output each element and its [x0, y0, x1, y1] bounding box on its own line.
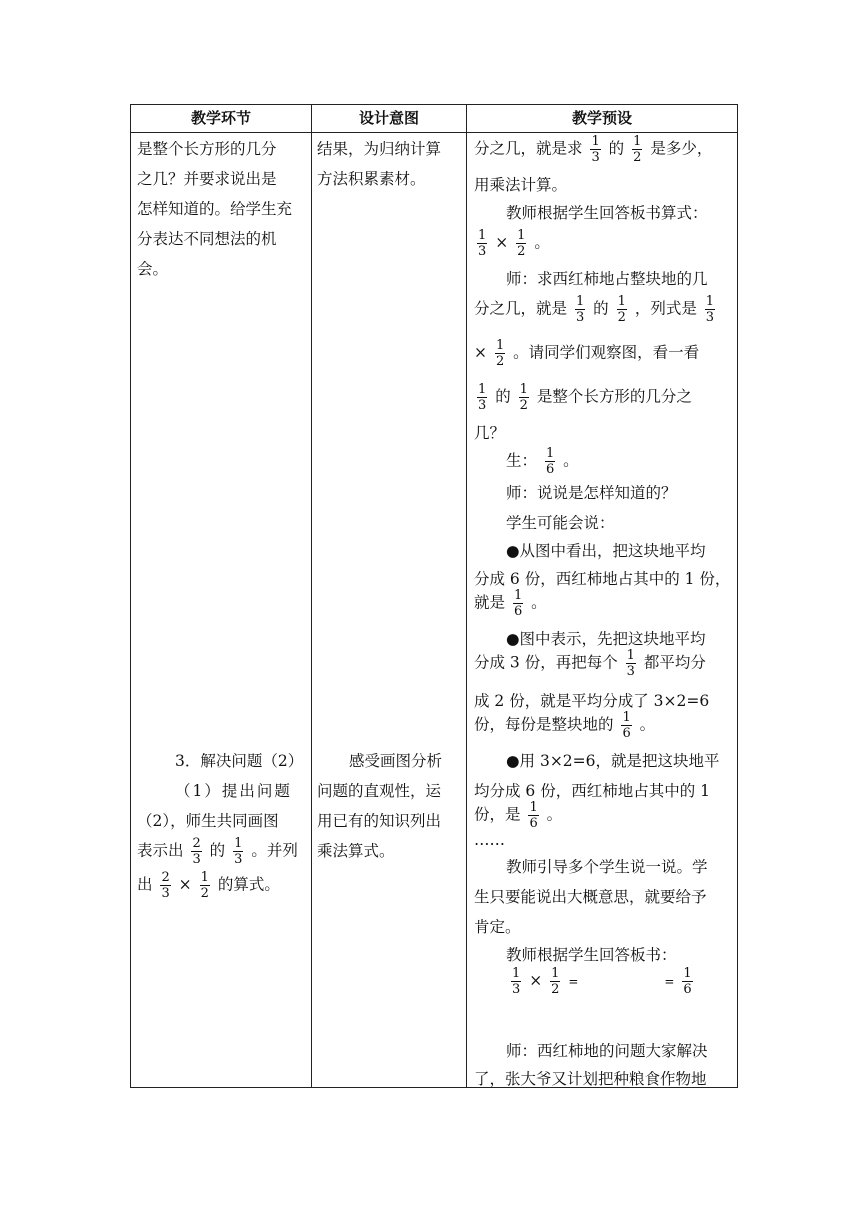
- fraction-one-third: $\frac{1}{3}$: [575, 294, 585, 325]
- fraction-one-third: $\frac{1}{3}$: [591, 134, 600, 165]
- plan-text-line: 教师根据学生回答板书：: [506, 946, 677, 964]
- header-teaching-plan: 教学预设: [571, 109, 632, 127]
- intent-text-line: 用已有的知识列出: [317, 812, 442, 830]
- stage-text-line: （2），师生共同画图: [137, 812, 279, 830]
- stage-text-line: 是整个长方形的几分: [137, 140, 277, 158]
- stage-text-line: 之几？并要求说出是: [137, 170, 277, 188]
- plan-text-line: 教师根据学生回答板书算式：: [506, 204, 708, 222]
- plan-text-line: 就是 $\frac{1}{6}$ 。: [474, 588, 547, 619]
- fraction-one-sixth: $\frac{1}{6}$: [545, 446, 555, 477]
- plan-text-line: 了，张大爷又计划把种粮食作物地: [474, 1070, 707, 1088]
- table-header-row: [131, 105, 737, 133]
- fraction-one-half: $\frac{1}{2}$: [633, 134, 642, 165]
- column-divider-2: [466, 105, 467, 1087]
- plan-text-line: 肯定。: [474, 918, 521, 936]
- plan-text-line: ●从图中看出，把这块地平均: [506, 542, 706, 560]
- plan-text-line: 几？: [474, 424, 506, 442]
- plan-text-line: 用乘法计算。: [474, 176, 568, 194]
- plan-text-line: ●用 3×2=6，就是把这块地平: [506, 752, 720, 770]
- stage-text-line: 会。: [137, 260, 169, 278]
- plan-text-line: 分之几，就是 $\frac{1}{3}$ 的 $\frac{1}{2}$ ，列式是 $\frac{1}{3}$: [474, 294, 715, 325]
- intent-text-line: 乘法算式。: [317, 842, 395, 860]
- plan-text-line: 师：说说是怎样知道的？: [506, 484, 677, 502]
- fraction-one-half: $\frac{1}{2}$: [517, 228, 526, 259]
- plan-text-line: 师：求西红柿地占整块地的几: [506, 270, 708, 288]
- fraction-one-third: $\frac{1}{3}$: [512, 966, 521, 997]
- fraction-one-half: $\frac{1}{2}$: [617, 294, 626, 325]
- plan-text-line: 教师引导多个学生说一说。学: [506, 858, 708, 876]
- intent-text-line: 方法积累素材。: [317, 170, 426, 188]
- column-divider-1: [311, 105, 312, 1087]
- intent-text-line: 问题的直观性，运: [317, 782, 442, 800]
- stage-text-line: 表示出 $\frac{2}{3}$ 的 $\frac{1}{3}$ 。并列: [137, 836, 298, 867]
- plan-text-line: 师：西红柿地的问题大家解决: [506, 1042, 708, 1060]
- fraction-one-third: $\frac{1}{3}$: [234, 836, 243, 867]
- fraction-two-thirds: $\frac{2}{3}$: [161, 870, 170, 901]
- section-title: 3．解决问题（2）: [175, 752, 304, 770]
- fraction-one-sixth: $\frac{1}{6}$: [622, 710, 631, 741]
- fraction-one-sixth: $\frac{1}{6}$: [683, 966, 692, 997]
- plan-text-line: 份，每份是整块地的 $\frac{1}{6}$ 。: [474, 710, 656, 741]
- lesson-table: [130, 104, 738, 1088]
- plan-formula: $\frac{1}{3}$ × $\frac{1}{2}$ = = $\frac{1}{6}$: [512, 966, 692, 997]
- plan-text-line: 分成 6 份，西红柿地占其中的 1 份，: [474, 570, 731, 588]
- fraction-one-half: $\frac{1}{2}$: [551, 966, 560, 997]
- stage-text-line: 分表达不同想法的机: [137, 230, 277, 248]
- plan-text-line: 成 2 份，就是平均分成了 3×2=6: [474, 692, 710, 710]
- plan-text-line: × $\frac{1}{2}$ 。请同学们观察图，看一看: [474, 338, 700, 369]
- plan-text-line: 生： $\frac{1}{6}$ 。: [506, 446, 579, 477]
- fraction-one-third: $\frac{1}{3}$: [478, 382, 487, 413]
- stage-text-line: 怎样知道的。给学生充: [137, 200, 293, 218]
- fraction-one-half: $\frac{1}{2}$: [200, 870, 209, 901]
- plan-text-line: 生只要能说出大概意思，就要给予: [474, 888, 707, 906]
- header-design-intent: 设计意图: [358, 109, 419, 127]
- plan-text-line: 份，是 $\frac{1}{6}$ 。: [474, 800, 563, 831]
- plan-formula: $\frac{1}{3}$ × $\frac{1}{2}$ 。: [478, 228, 550, 259]
- fraction-one-third: $\frac{1}{3}$: [626, 648, 635, 679]
- fraction-one-sixth: $\frac{1}{6}$: [513, 588, 523, 619]
- plan-text-line: ●图中表示，先把这块地平均: [506, 630, 706, 648]
- fraction-one-half: $\frac{1}{2}$: [495, 338, 505, 369]
- fraction-two-thirds: $\frac{2}{3}$: [192, 836, 201, 867]
- plan-text-line: $\frac{1}{3}$ 的 $\frac{1}{2}$ 是整个长方形的几分之: [478, 382, 692, 413]
- intent-text-line: 感受画图分析: [349, 752, 443, 770]
- header-teaching-stage: 教学环节: [190, 109, 251, 127]
- fraction-one-sixth: $\frac{1}{6}$: [529, 800, 538, 831]
- stage-text-line: （1）提出问题: [175, 782, 292, 800]
- plan-text-line: 分之几，就是求 $\frac{1}{3}$ 的 $\frac{1}{2}$ 是多少，: [474, 134, 713, 165]
- plan-ellipsis: ……: [474, 831, 505, 849]
- plan-text-line: 学生可能会说：: [506, 514, 615, 532]
- fraction-one-third: $\frac{1}{3}$: [705, 294, 715, 325]
- plan-text-line: 均分成 6 份，西红柿地占其中的 1: [474, 782, 711, 800]
- plan-text-line: 分成 3 份，再把每个 $\frac{1}{3}$ 都平均分: [474, 648, 706, 679]
- stage-text-line: 出 $\frac{2}{3}$ × $\frac{1}{2}$ 的算式。: [137, 870, 280, 901]
- fraction-one-third: $\frac{1}{3}$: [478, 228, 487, 259]
- fraction-one-half: $\frac{1}{2}$: [519, 382, 528, 413]
- intent-text-line: 结果，为归纳计算: [317, 140, 442, 158]
